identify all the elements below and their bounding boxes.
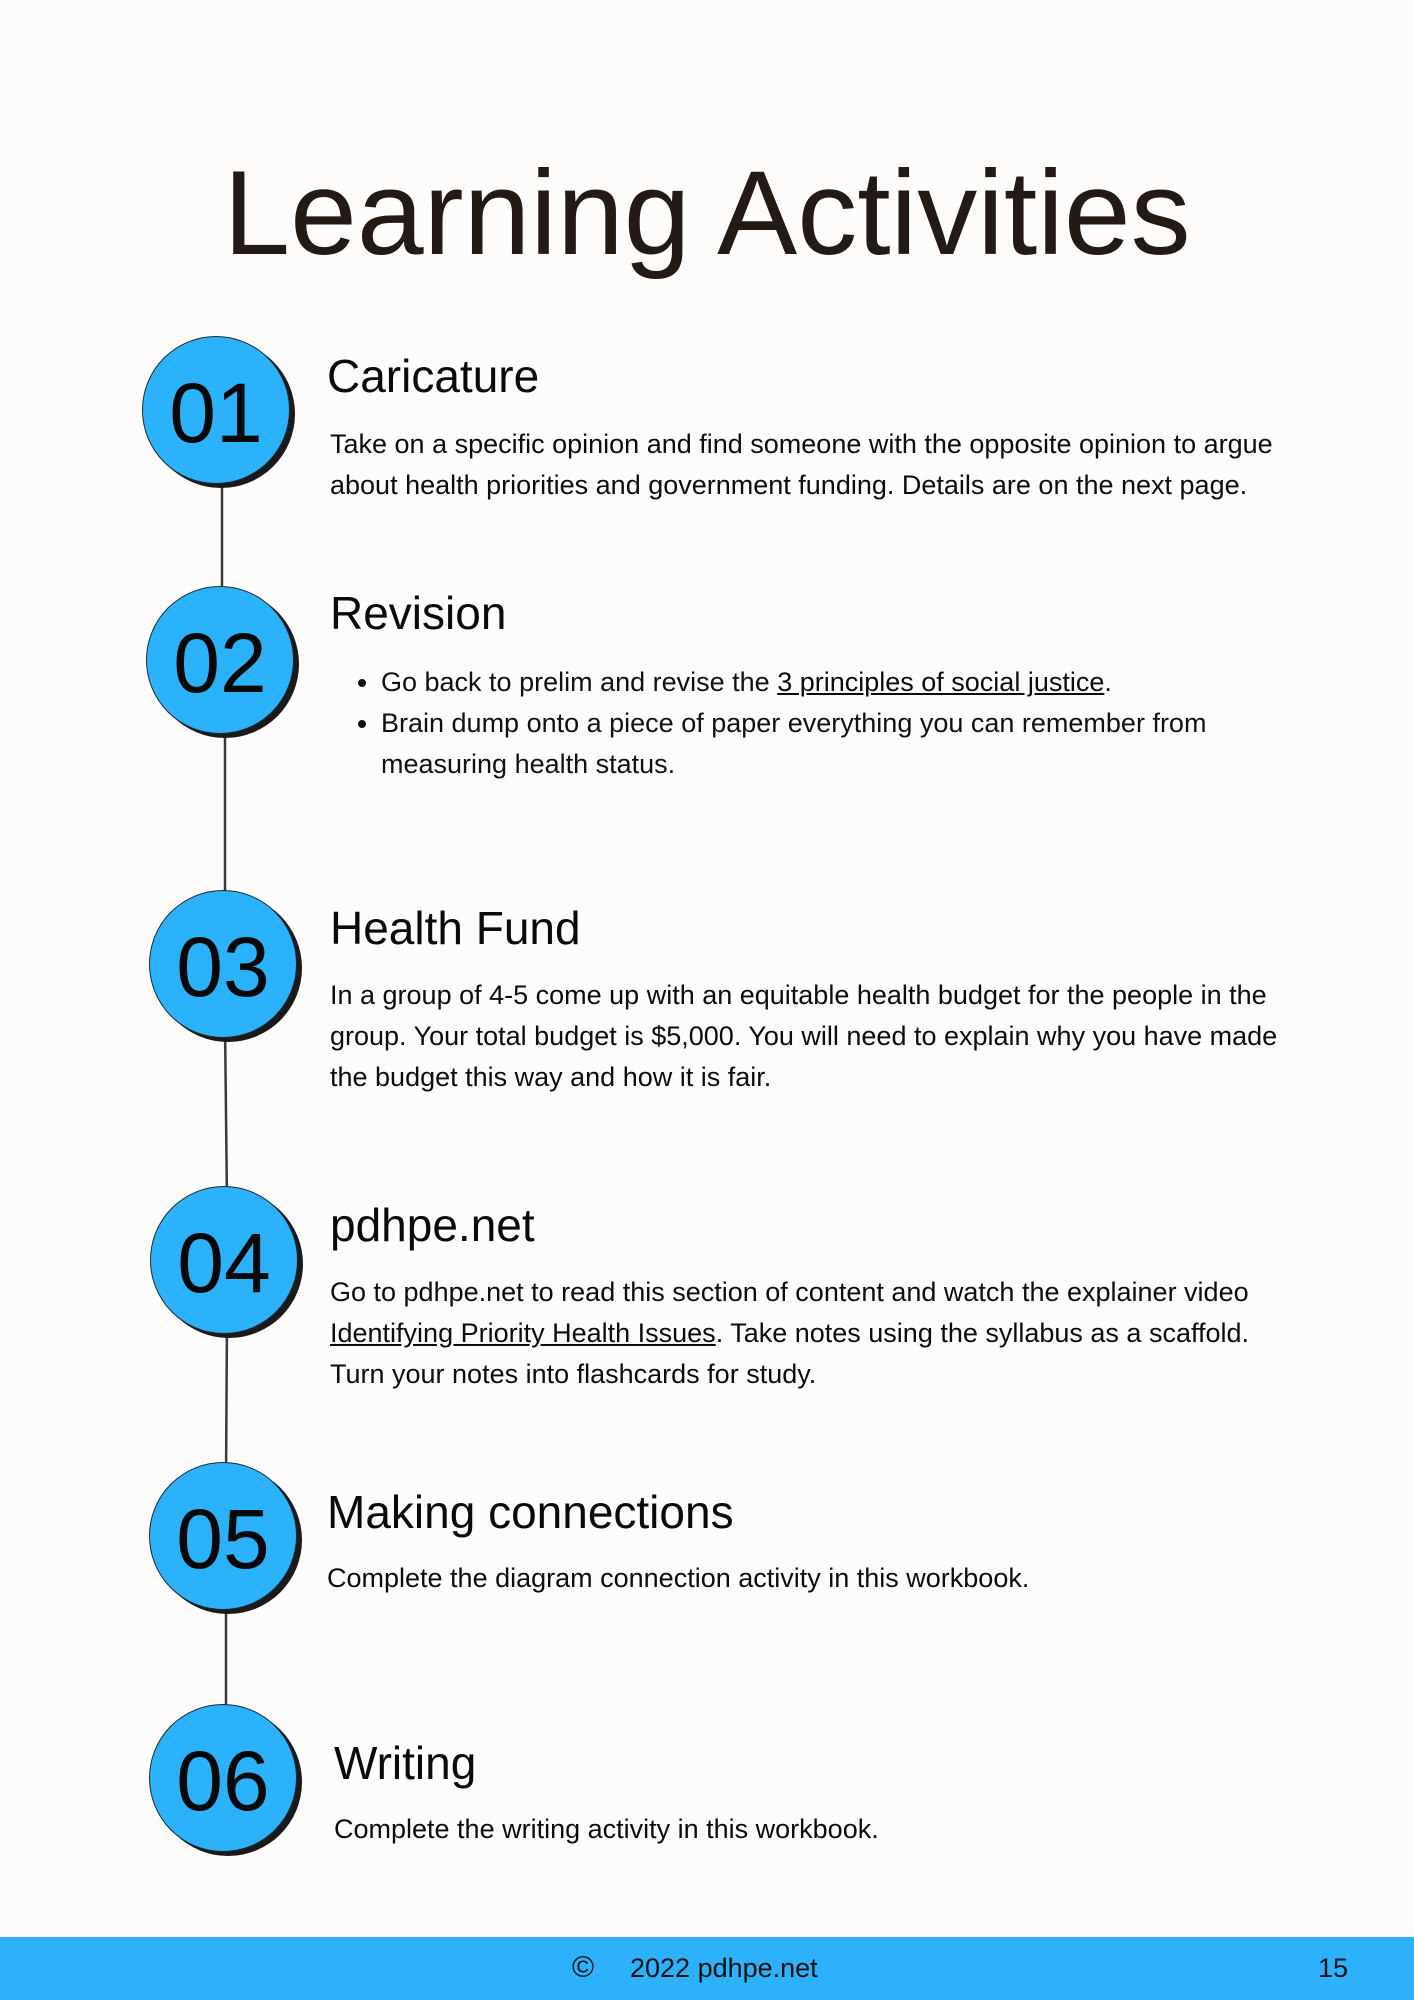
step-number: 05 (176, 1492, 270, 1586)
activity-body-writing: Complete the writing activity in this workbook. (334, 1814, 879, 1844)
activity-body-health-fund: In a group of 4-5 come up with an equitable health budget for the people in the group. Your total budget is $5,000. You will need to explain why you have made the budget this way and how it is fair. (330, 980, 1278, 1092)
connector-line (226, 1320, 227, 1479)
bullet-punct: . (1104, 667, 1112, 697)
step-number-badge (149, 1462, 297, 1610)
activity-body-making-connections: Complete the diagram connection activity in this workbook. (327, 1563, 1030, 1593)
bullet-text: Go back to prelim and revise the (381, 667, 778, 697)
step-number-badge (149, 890, 297, 1038)
list-item (381, 703, 1281, 785)
footer (0, 1937, 1414, 2000)
step-number-badge (142, 336, 290, 484)
step-number: 04 (177, 1216, 271, 1310)
activity-heading-revision: Revision (330, 587, 507, 639)
list-item (381, 662, 1281, 703)
step-number: 02 (173, 616, 267, 710)
connector-line (225, 1024, 227, 1203)
step-number: 01 (169, 366, 263, 460)
activity-body-pdhpe-net (330, 1272, 1290, 1395)
social-justice-link[interactable]: 3 principles of social justice (777, 667, 1105, 697)
body-text: . Take notes using the syllabus as a scaffold. Turn your notes into flashcards for study. (330, 1318, 1250, 1389)
step-number: 06 (176, 1734, 270, 1828)
step-number-badge (150, 1186, 298, 1334)
bullet-text: Brain dump onto a piece of paper everything you can remember from measuring health status. (381, 708, 1207, 779)
revision-list (331, 662, 1281, 785)
body-text: Go to pdhpe.net to read this section of content and watch the explainer video (330, 1277, 1249, 1307)
step-number: 03 (176, 920, 270, 1014)
copyright-icon: © (572, 1951, 595, 1984)
activity-heading-pdhpe-net: pdhpe.net (330, 1199, 535, 1251)
step-number-badge (149, 1704, 297, 1852)
footer-text: 2022 pdhpe.net (630, 1953, 818, 1983)
activity-heading-making-connections: Making connections (327, 1486, 734, 1538)
activity-heading-health-fund: Health Fund (330, 902, 581, 954)
priority-health-issues-link[interactable]: Identifying Priority Health Issues (330, 1318, 716, 1348)
activity-heading-writing: Writing (334, 1737, 477, 1789)
step-number-badge (146, 586, 294, 734)
activity-heading-caricature: Caricature (327, 350, 540, 402)
page-title: Learning Activities (223, 146, 1191, 280)
activity-body-caricature: Take on a specific opinion and find someone with the opposite opinion to argue about health priorities and government funding. Details are on the next page. (330, 429, 1273, 500)
page-number: 15 (1318, 1953, 1349, 1983)
